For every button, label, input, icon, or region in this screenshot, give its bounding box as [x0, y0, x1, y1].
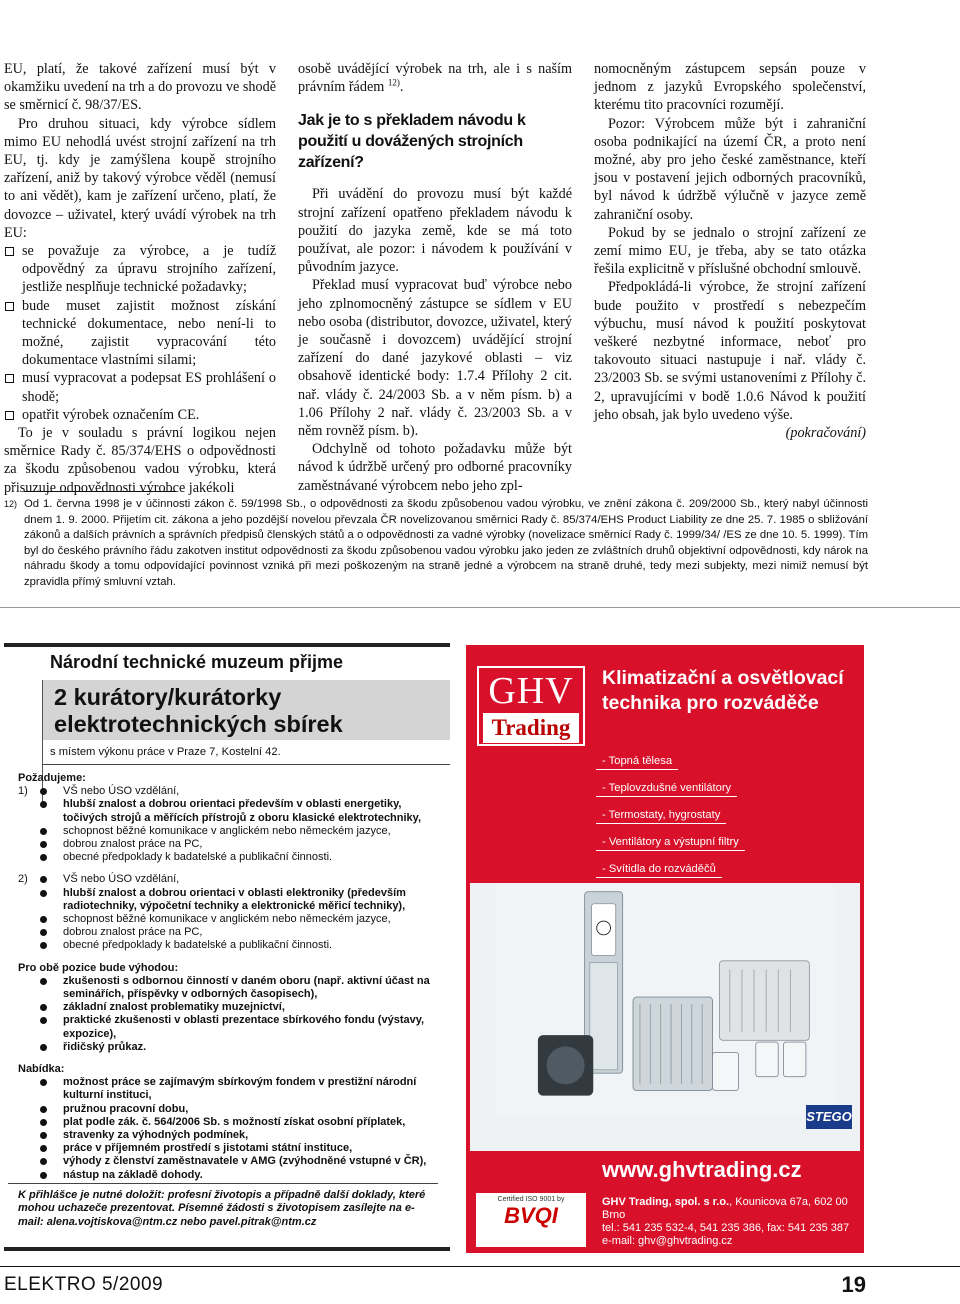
- ghv-headline: Klimatizační a osvětlovací technika pro rozváděče: [602, 667, 844, 714]
- list-item: [18, 1103, 438, 1116]
- list-item: [18, 1155, 438, 1168]
- item-text: hlubší znalost a dobrou orientaci především v oblasti energetiky, točivých strojů a měřících přístrojů z oboru klasické elektrotechniky,: [63, 798, 422, 824]
- item-text: základní znalost problematiky muzejnictví,: [63, 1001, 285, 1014]
- bullet-dot-icon: [40, 828, 47, 835]
- checkbox-bullet-icon: [5, 247, 14, 256]
- item-text: dobrou znalost práce na PC,: [63, 838, 203, 851]
- product-item: - Topná tělesa: [596, 753, 678, 770]
- bullet-dot-icon: [40, 876, 47, 883]
- item-text: obecné předpoklady k badatelské a publikační činnosti.: [63, 851, 333, 864]
- item-text: hlubší znalost a dobrou orientaci v oblasti elektroniky (především radiotechniky, výpočetní techniky a elektronické měřicí techniky),: [63, 886, 406, 912]
- offer-list: [18, 1076, 438, 1182]
- product-photo: [470, 883, 860, 1151]
- paragraph: To je v souladu s právní logikou nejen směrnice Rady č. 85/374/EHS o odpovědnosti za škodu způsobenou vadou výrobku, která přisuzuje odpovědnosti výrobce jakékoli: [4, 425, 276, 496]
- ad-title: Národní technické muzeum přijme: [50, 652, 344, 672]
- ghv-logo: GHV Trading: [477, 666, 585, 746]
- bullet-dot-icon: [40, 1119, 47, 1126]
- list-item: [18, 975, 438, 1001]
- footnote-divider: [24, 491, 176, 492]
- paragraph: Pokud by se jednalo o strojní zařízení ze zemí mimo EU, je třeba, aby se tato otázka řešila explicitně v příslušné obchodní smlouvě.: [594, 224, 866, 278]
- list-item: [18, 1001, 438, 1014]
- product-item: - Termostaty, hygrostaty: [596, 807, 726, 824]
- footnote-text: Od 1. června 1998 je v účinnosti zákon č. 59/1998 Sb., o odpovědnosti za škodu způsobenou vadou výrobku, ve znění zákona č. 209/2000 Sb., který nabyl účinnosti dnem 1. 9. 2000. Přijetím cit. zákona a jeho pozdější novelou převzala ČR novelizovanou směrnici Rady č. 85/374/EHS Product Liability ze dne 25. 7. 1985 o sbližování zákonů a dalších právních a správních předpisů členských států a o odpovědnosti za vadné výrobky (novelizace směrnicí Rady č. 1999/34/ /ES ze dne 10. 5. 1999). Tím byl do českého právního řádu zakotven institut odpovědnosti za škodu způsobenou vadou výrobku jako jeden ze zvláštních druhů objektivní odpovědnosti, kdy nárok na náhradu škody a tomu odpovídající povinnost vzniká při mezi poškozeným na straně jedné a výrobcem na straně druhé, tedy mezi subjekty, mezi nimiž nemusí být zpravidla přímý smluvní vztah.: [24, 498, 868, 588]
- bullet-dot-icon: [40, 1106, 47, 1113]
- advantages-list: [18, 975, 438, 1054]
- item-text: stravenky za výhodných podmínek,: [63, 1129, 249, 1142]
- footnote-ref: 12): [387, 77, 400, 88]
- paragraph: Pro druhou situaci, kdy výrobce sídlem mimo EU nehodlá uvést strojní zařízení na trh EU, tj. kdy je zamýšlena koupě strojního zařízení, aniž by takový výrobce věděl (nemusí to ani vědět), kam je zařízení určeno, platí, že dovozce – uživatel, který uvádí výrobek na trh EU:: [4, 115, 276, 241]
- obligation-list: [4, 242, 276, 424]
- list-item: se považuje za výrobce, a je tudíž odpovědný za úpravu strojního zařízení, jestliže nesplňuje technické požadavky;: [4, 242, 276, 297]
- list-item: [18, 873, 438, 886]
- list-item: musí vypracovat a podepsat ES prohlášení o shodě;: [4, 369, 276, 405]
- list-item: [18, 1076, 438, 1102]
- footer-rule: [0, 1266, 960, 1267]
- section-divider: [0, 607, 960, 608]
- requirements-group-2: [18, 873, 438, 952]
- advantages-label: Pro obě pozice bude výhodou:: [18, 961, 179, 974]
- ad-footer-rule: [8, 1183, 438, 1184]
- list-item: bude muset zajistit možnost získání technické dokumentace, nebo není-li to možné, zajistit vypracování této dokumentace vlastními silami;: [4, 297, 276, 370]
- list-item: [18, 798, 438, 824]
- list-item: [18, 825, 438, 838]
- item-text: nástup na základě dohody.: [63, 1168, 203, 1181]
- ad-footer-text: K přihlášce je nutné doložit: profesní životopis a případně další doklady, které mohou uchazeče prezentovat. Písemné žádosti s životopisem zasílejte na e-mail: alena.vojtiskova@ntm.cz nebo pavel.pitrak@ntm.cz: [18, 1189, 426, 1228]
- stego-logo: STEGO: [806, 1105, 852, 1129]
- list-item: [18, 1041, 438, 1054]
- footnote: [4, 497, 868, 591]
- list-item: [18, 1116, 438, 1129]
- paragraph: Odchylně od tohoto požadavku může být návod k údržbě určený pro odborné pracovníky zaměstnávané výrobcem nebo jeho zpl-: [298, 441, 572, 494]
- bullet-dot-icon: [40, 1158, 47, 1165]
- item-text: VŠ nebo ÚSO vzdělání,: [63, 873, 180, 886]
- item-text: práce v příjemném prostředí s jistotami státní instituce,: [63, 1142, 353, 1155]
- list-item: [18, 1142, 438, 1155]
- item-text: schopnost běžné komunikace v anglickém nebo německém jazyce,: [63, 913, 391, 926]
- bullet-dot-icon: [40, 890, 47, 897]
- ghv-trading-ad: [466, 645, 864, 1253]
- museum-job-ad: [4, 643, 450, 1251]
- item-text: obecné předpoklady k badatelské a publikační činnosti.: [63, 939, 333, 952]
- product-list: [596, 751, 856, 886]
- list-item: [18, 1014, 438, 1040]
- bullet-dot-icon: [40, 841, 47, 848]
- bullet-dot-icon: [40, 854, 47, 861]
- bullet-dot-icon: [40, 1079, 47, 1086]
- paragraph: osobě uvádějící výrobek na trh, ale i s naším právním řádem $^{12)}$.: [298, 61, 572, 96]
- paragraph: nomocněným zástupcem sepsán pouze v jednom z jazyků Evropského společenství, kterému tito pracovníci rozumějí.: [594, 61, 866, 114]
- requirements-label: Požadujeme:: [18, 772, 86, 784]
- checkbox-bullet-icon: [5, 374, 14, 383]
- list-item: [18, 851, 438, 864]
- item-number: 1): [18, 785, 28, 798]
- list-item: [18, 939, 438, 952]
- item-text: pružnou pracovní dobu,: [63, 1102, 189, 1115]
- iso-cert-badge: Certified ISO 9001 by BVQI: [476, 1193, 586, 1247]
- list-item: [18, 887, 438, 913]
- bullet-dot-icon: [40, 916, 47, 923]
- company-email[interactable]: e-mail: ghv@ghvtrading.cz: [602, 1235, 733, 1247]
- item-text: řidičský průkaz.: [63, 1040, 147, 1053]
- item-text: dobrou znalost práce na PC,: [63, 926, 203, 939]
- paragraph: Předpokládá-li výrobce, že strojní zařízení bude použito v prostředí s nebezpečím výbuchu, musí návod k použití poskytovat veškeré nezbytné informace, neboť pro takovouto situaci nastupuje i nař. vlády č. 23/2003 Sb. se svými ustanoveními z Přílohy č. 2, upravujícími v bodě 1.0.6 Návod k použití jeho obsah, jak bylo uvedeno výše.: [594, 279, 866, 423]
- item-text: výhody z členství zaměstnavatele v AMG (zvýhodněné vstupné v ČR),: [63, 1155, 427, 1168]
- item-text: praktické zkušenosti v oblasti prezentace sbírkového fondu (výstavy, expozice),: [63, 1014, 425, 1040]
- article-column-2: [298, 60, 572, 495]
- paragraph: Pozor: Výrobcem může být i zahraniční osoba podnikající na území ČR, a proto není možné, aby pro jeho české zaměstnance, kteří jsou v postavení jejich odborných pracovníků, byl návod k údržbě výlučně v jazyce země zahraniční osoby.: [594, 115, 866, 223]
- bullet-dot-icon: [40, 1004, 47, 1011]
- list-item: [18, 785, 438, 798]
- ad-body: [18, 772, 438, 1191]
- company-address: , Kounicova 67a, 602 00 Brno: [602, 1196, 848, 1221]
- list-item: [18, 913, 438, 926]
- item-number: 2): [18, 873, 28, 886]
- item-text: schopnost běžné komunikace v anglickém nebo německém jazyce,: [63, 824, 391, 837]
- product-item: - Teplovzdušné ventilátory: [596, 780, 737, 797]
- bullet-dot-icon: [40, 929, 47, 936]
- bullet-dot-icon: [40, 978, 47, 985]
- section-heading: Jak je to s překladem návodu k použití u dovážených strojních zařízení?: [298, 112, 526, 172]
- ghv-url[interactable]: www.ghvtrading.cz: [602, 1157, 802, 1182]
- company-info: [602, 1196, 864, 1248]
- company-name: GHV Trading, spol. s r.o.: [602, 1196, 730, 1208]
- page-number: 19: [841, 1272, 866, 1297]
- ad-rule: [42, 764, 450, 765]
- bullet-dot-icon: [40, 1017, 47, 1024]
- list-item: opatřit výrobek označením CE.: [4, 406, 276, 424]
- list-item: [18, 926, 438, 939]
- item-text: zkušenosti s odbornou činností v daném oboru (např. aktivní účast na seminářích, příspěvky v odborných časopisech),: [63, 974, 430, 1001]
- checkbox-bullet-icon: [5, 411, 14, 420]
- article-column-1: [4, 60, 276, 497]
- ad-headline: 2 kurátory/kurátorky elektrotechnických sbírek: [54, 684, 343, 737]
- company-phone: tel.: 541 235 532-4, 541 235 386, fax: 541 235 387: [602, 1222, 850, 1234]
- list-item: [18, 1129, 438, 1142]
- list-item: [18, 838, 438, 851]
- paragraph: Překlad musí vypracovat buď výrobce nebo jeho zplnomocněný zástupce se sídlem v EU nebo osoba (distributor, dovozce, uživatel, který je současně i dovozcem) uvádějící strojní zařízení do dané jazykové oblasti – viz obsahově identické body: 1.7.4 Přílohy 2 cit. nař. vlády č. 24/2003 Sb. a v něm písm. b) a 1.06 Přílohy 2 nař. vlády č. 23/2003 Sb. a v něm rovněž písm. b).: [298, 277, 572, 440]
- ad-top-rule: [4, 643, 450, 647]
- item-text: VŠ nebo ÚSO vzdělání,: [63, 785, 180, 798]
- product-item: - Svítidla do rozváděčů: [596, 861, 722, 878]
- checkbox-bullet-icon: [5, 302, 14, 311]
- journal-issue: ELEKTRO 5/2009: [4, 1274, 164, 1295]
- ad-bottom-rule: [4, 1247, 450, 1251]
- bullet-dot-icon: [40, 788, 47, 795]
- bullet-dot-icon: [40, 1172, 47, 1179]
- item-text: možnost práce se zajímavým sbírkovým fondem v prestižní národní kulturní instituci,: [63, 1076, 417, 1102]
- article-column-3: [594, 60, 866, 442]
- ad-place: s místem výkonu práce v Praze 7, Kostelní 42.: [50, 746, 281, 758]
- continuation-note: (pokračování): [785, 425, 866, 442]
- bullet-dot-icon: [40, 1044, 47, 1051]
- bullet-dot-icon: [40, 942, 47, 949]
- offer-label: Nabídka:: [18, 1063, 65, 1076]
- bullet-dot-icon: [40, 1132, 47, 1139]
- bullet-dot-icon: [40, 801, 47, 808]
- item-text: plat podle zák. č. 564/2006 Sb. s možností získat osobní příplatek,: [63, 1115, 406, 1128]
- paragraph: Při uvádění do provozu musí být každé strojní zařízení opatřeno překladem návodu k použití do jazyka země, kde se má toto používat, ale pozor: i návodem k používání v původním jazyce.: [298, 186, 572, 276]
- product-item: - Ventilátory a výstupní filtry: [596, 834, 745, 851]
- requirements-group-1: [18, 785, 438, 864]
- footnote-number: 12): [4, 499, 18, 509]
- list-item: [18, 1169, 438, 1182]
- paragraph: EU, platí, že takové zařízení musí být v okamžiku uvedení na trh a do provozu ve shodě se směrnicí č. 98/37/ES.: [4, 61, 276, 114]
- bullet-dot-icon: [40, 1145, 47, 1152]
